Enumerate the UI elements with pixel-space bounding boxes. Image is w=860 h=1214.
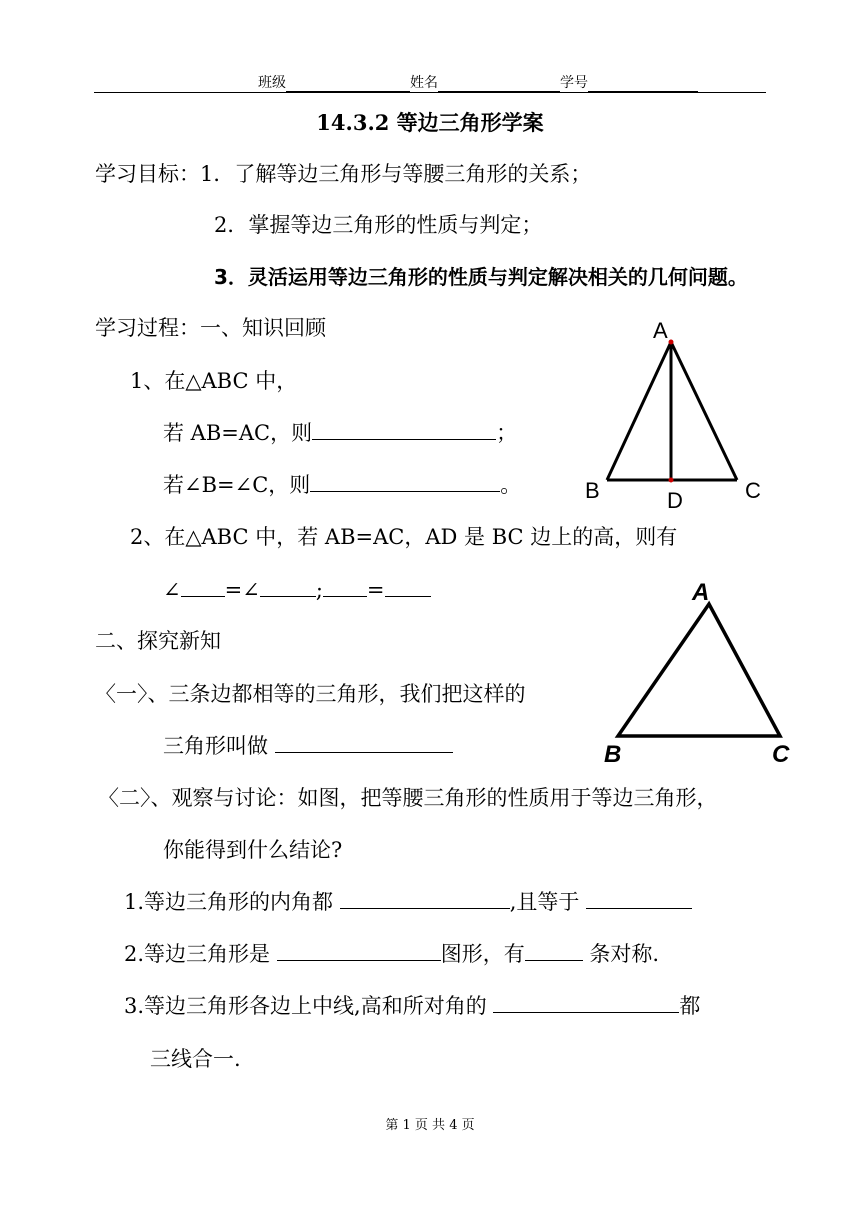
part1-blank[interactable] [275,732,453,753]
part1-line2 [163,732,453,760]
q1-line1-end: ； [496,421,518,445]
q2-stem: 2、在△ABC 中，若 AB=AC，AD 是 BC 边上的高，则有 [130,525,678,549]
name-label: 姓名 [410,75,438,91]
c3-text-b: 都 [679,994,701,1018]
name-field[interactable] [438,75,560,92]
process-heading: 学习过程：一、知识回顾 [95,316,326,340]
conclusion-2 [124,940,659,968]
q2-equals-angle: =∠ [224,578,260,602]
q2-blank-2[interactable] [260,576,316,597]
c3-blank[interactable] [493,992,679,1013]
page-title: 14.3.2 等边三角形学案 [316,110,544,135]
q2-semicolon: ; [315,578,323,602]
c2-text-b: 图形，有 [440,942,525,966]
part2-line2: 你能得到什么结论? [163,838,343,862]
conclusion-3-line2: 三线合一. [150,1047,241,1071]
c2-text-c: 条对称. [589,942,660,966]
q2-angle-symbol: ∠ [163,578,181,602]
c1-blank-2[interactable] [586,888,692,909]
class-label: 班级 [258,75,286,91]
q1-stem: 1、在△ABC 中， [130,369,298,393]
class-field[interactable] [286,75,410,92]
page-footer: 第 1 页 共 4 页 [385,1118,475,1133]
number-field[interactable] [588,75,698,92]
q2-answer-line [163,576,431,604]
label-b-italic: B [604,741,622,768]
objectives-label: 学习目标： [95,162,200,186]
c1-text-b: ,且等于 [509,890,580,914]
triangle-figure-2 [598,574,804,774]
section2-heading: 二、探究新知 [95,629,221,653]
label-c: C [745,478,761,503]
conclusion-1 [124,888,692,916]
q2-equals: = [366,578,385,602]
label-c-italic: C [772,741,790,768]
vertex-a-dot [669,340,674,345]
label-a-italic: A [692,579,710,606]
side-ac [671,342,737,480]
q1-line2-text: 若∠B=∠C，则 [163,473,311,497]
side-ab [607,342,671,480]
c2-blank-1[interactable] [277,940,441,961]
objectives-line-1 [95,160,591,188]
part1-line1: 〈一〉、三条边都相等的三角形，我们把这样的 [95,682,526,706]
c2-text-a: 2.等边三角形是 [124,942,271,966]
objective-3: 3．灵活运用等边三角形的性质与判定解决相关的几何问题。 [214,265,748,289]
number-label: 学号 [560,75,588,91]
label-a: A [653,318,668,343]
c3-text-a: 3.等边三角形各边上中线,高和所对角的 [124,994,487,1018]
objective-1: 1．了解等边三角形与等腰三角形的关系； [200,162,592,186]
q1-line2-end: 。 [500,473,522,497]
q1-line2 [163,471,521,499]
label-b: B [585,478,600,503]
c2-blank-2[interactable] [525,940,583,961]
c1-blank-1[interactable] [340,888,510,909]
triangle-figure-1 [580,310,780,520]
conclusion-3 [124,992,700,1020]
header-rule [94,92,766,93]
q2-blank-4[interactable] [385,576,431,597]
equilateral-triangle [618,604,780,736]
q1-blank-1[interactable] [312,419,496,440]
point-d-dot [669,478,674,483]
c1-text-a: 1.等边三角形的内角都 [124,890,334,914]
q1-line1-text: 若 AB=AC，则 [163,421,313,445]
objective-2: 2．掌握等边三角形的性质与判定； [214,213,543,237]
q1-blank-2[interactable] [310,471,500,492]
q1-line1 [163,419,517,447]
page-header [258,72,698,92]
q2-blank-1[interactable] [181,576,225,597]
q2-blank-3[interactable] [323,576,367,597]
label-d: D [667,488,683,513]
part2-line1: 〈二〉、观察与讨论：如图，把等腰三角形的性质用于等边三角形， [98,786,718,810]
part1-line2-text: 三角形叫做 [163,734,268,758]
